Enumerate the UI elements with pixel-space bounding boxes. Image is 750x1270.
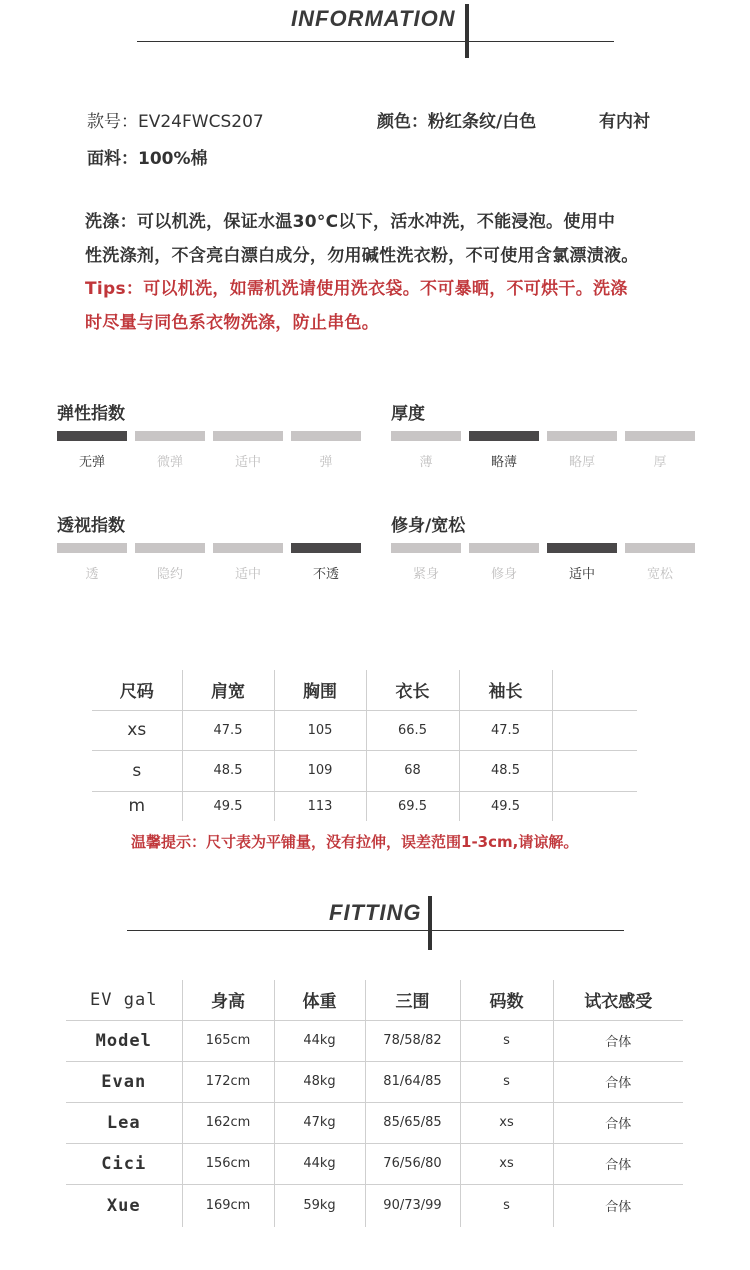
wash-line: 洗涤：可以机洗，保证水温30°C以下，活水冲洗，不能浸泡。使用中: [85, 212, 616, 232]
index-option-label: 适中: [568, 567, 595, 582]
table-row: [92, 791, 637, 821]
table-row: [92, 710, 637, 750]
information-divider: [137, 41, 614, 42]
size-cell: xs: [92, 710, 182, 750]
index-bar-segment: [625, 431, 695, 441]
height-cell: 169cm: [182, 1184, 274, 1227]
measurements-cell: 81/64/85: [365, 1061, 460, 1102]
header-size: 尺码: [92, 670, 182, 710]
measurements-cell: 76/56/80: [365, 1143, 460, 1184]
header-model: EV gal: [66, 980, 182, 1020]
sleeve-cell: 49.5: [459, 791, 552, 821]
wash-line: 性洗涤剂，不含亮白漂白成分，勿用碱性洗衣粉，不可使用含氯漂渍液。: [85, 246, 639, 266]
index-option-label: 不透: [312, 567, 339, 582]
measurements-cell: 90/73/99: [365, 1184, 460, 1227]
size-table-header: [92, 670, 637, 710]
tips-line: 时尽量与同色系衣物洗涤，防止串色。: [85, 313, 380, 333]
size-cell: s: [92, 750, 182, 791]
model-name-cell: Cici: [66, 1143, 182, 1184]
size-table: [92, 670, 637, 821]
index-bar-segment: [135, 431, 205, 441]
tips-text: [85, 272, 725, 340]
fitting-divider-accent: [428, 896, 432, 950]
length-cell: 68: [366, 750, 459, 791]
shoulder-cell: 49.5: [182, 791, 274, 821]
fitting-table: [66, 980, 683, 1227]
sleeve-cell: 47.5: [459, 710, 552, 750]
index-title: 厚度: [391, 404, 425, 424]
table-row: [66, 1102, 683, 1143]
chest-cell: 109: [274, 750, 366, 791]
fit-cell: 合体: [553, 1061, 683, 1102]
index-bar-segment: [469, 431, 539, 441]
table-row: [66, 1020, 683, 1061]
chest-cell: 113: [274, 791, 366, 821]
index-option-label: 微弹: [156, 455, 183, 470]
length-cell: 69.5: [366, 791, 459, 821]
header-sleeve: 袖长: [459, 670, 552, 710]
header-length: 衣长: [366, 670, 459, 710]
index-title: 弹性指数: [57, 404, 125, 424]
index-title: 透视指数: [57, 516, 125, 536]
table-row: [92, 750, 637, 791]
height-cell: 165cm: [182, 1020, 274, 1061]
fitting-heading: FITTING: [329, 900, 422, 925]
weight-cell: 44kg: [274, 1143, 365, 1184]
header-fit-feeling: 试衣感受: [553, 980, 683, 1020]
table-row: [66, 1061, 683, 1102]
blank-cell: [552, 710, 637, 750]
fitting-table-header: [66, 980, 683, 1020]
index-bar-segment: [391, 431, 461, 441]
color-info: 颜色：粉红条纹/白色: [377, 112, 537, 132]
blank-cell: [552, 791, 637, 821]
fit-cell: 合体: [553, 1020, 683, 1061]
index-option-label: 适中: [234, 455, 261, 470]
weight-cell: 44kg: [274, 1020, 365, 1061]
index-bar-segment: [213, 431, 283, 441]
index-option-label: 适中: [234, 567, 261, 582]
weight-cell: 47kg: [274, 1102, 365, 1143]
header-weight: 体重: [274, 980, 365, 1020]
size-cell: s: [460, 1020, 553, 1061]
height-cell: 172cm: [182, 1061, 274, 1102]
information-heading: INFORMATION: [291, 6, 456, 31]
fit-cell: 合体: [605, 1200, 632, 1216]
index-bar-segment: [469, 543, 539, 553]
table-row: [66, 1143, 683, 1184]
index-bar-segment: [625, 543, 695, 553]
measurements-cell: 78/58/82: [365, 1020, 460, 1061]
fitting-divider: [127, 930, 624, 931]
size-cell: m: [92, 791, 182, 821]
header-measurements: 三围: [365, 980, 460, 1020]
fit-cell: 合体: [553, 1143, 683, 1184]
sleeve-cell: 48.5: [459, 750, 552, 791]
lining-info: 有内衬: [599, 112, 650, 132]
index-option-label: 厚: [653, 455, 667, 470]
index-option-label: 无弹: [78, 455, 105, 470]
tips-line: Tips：可以机洗，如需机洗请使用洗衣袋。不可暴晒，不可烘干。洗涤: [85, 279, 628, 299]
index-option-label: 透: [85, 567, 99, 582]
style-number: 款号：EV24FWCS207: [87, 112, 264, 132]
weight-cell: 48kg: [274, 1061, 365, 1102]
index-bar-segment: [291, 431, 361, 441]
header-shoulder: 肩宽: [182, 670, 274, 710]
size-cell: s: [460, 1184, 553, 1227]
index-option-label: 紧身: [412, 567, 439, 582]
height-cell: 162cm: [182, 1102, 274, 1143]
length-cell: 66.5: [366, 710, 459, 750]
index-bar-segment: [57, 543, 127, 553]
chest-cell: 105: [274, 710, 366, 750]
weight-cell: 59kg: [274, 1184, 365, 1227]
information-divider-accent: [465, 4, 469, 58]
model-name-cell: Lea: [66, 1102, 182, 1143]
header-blank: [552, 670, 637, 710]
index-bar-segment: [547, 543, 617, 553]
size-cell: s: [460, 1061, 553, 1102]
size-cell: xs: [460, 1102, 553, 1143]
header-size: 码数: [460, 980, 553, 1020]
header-height: 身高: [182, 980, 274, 1020]
index-bar-segment: [213, 543, 283, 553]
height-cell: 156cm: [182, 1143, 274, 1184]
model-name-cell: Xue: [66, 1184, 182, 1227]
index-title: 修身/宽松: [391, 516, 466, 536]
model-name-cell: Evan: [66, 1061, 182, 1102]
table-row: [66, 1184, 683, 1227]
fit-cell: 合体: [553, 1102, 683, 1143]
index-option-label: 隐约: [156, 567, 183, 582]
size-cell: xs: [460, 1143, 553, 1184]
size-note: 温馨提示：尺寸表为平铺量，没有拉伸，误差范围1-3cm,请谅解。: [131, 833, 579, 851]
index-option-label: 薄: [419, 455, 433, 470]
index-bar-segment: [391, 543, 461, 553]
header-chest: 胸围: [274, 670, 366, 710]
fabric-info: 面料：100%棉: [87, 149, 208, 169]
wash-instructions: [85, 205, 725, 273]
shoulder-cell: 47.5: [182, 710, 274, 750]
index-option-label: 修身: [490, 567, 517, 582]
shoulder-cell: 48.5: [182, 750, 274, 791]
model-name-cell: Model: [66, 1020, 182, 1061]
index-option-label: 弹: [319, 455, 333, 470]
index-bar-segment: [547, 431, 617, 441]
index-bar-segment: [57, 431, 127, 441]
measurements-cell: 85/65/85: [365, 1102, 460, 1143]
index-bar-segment: [135, 543, 205, 553]
index-bar-segment: [291, 543, 361, 553]
index-option-label: 略厚: [568, 455, 595, 470]
blank-cell: [552, 750, 637, 791]
index-option-label: 略薄: [490, 455, 517, 470]
index-option-label: 宽松: [646, 567, 673, 582]
